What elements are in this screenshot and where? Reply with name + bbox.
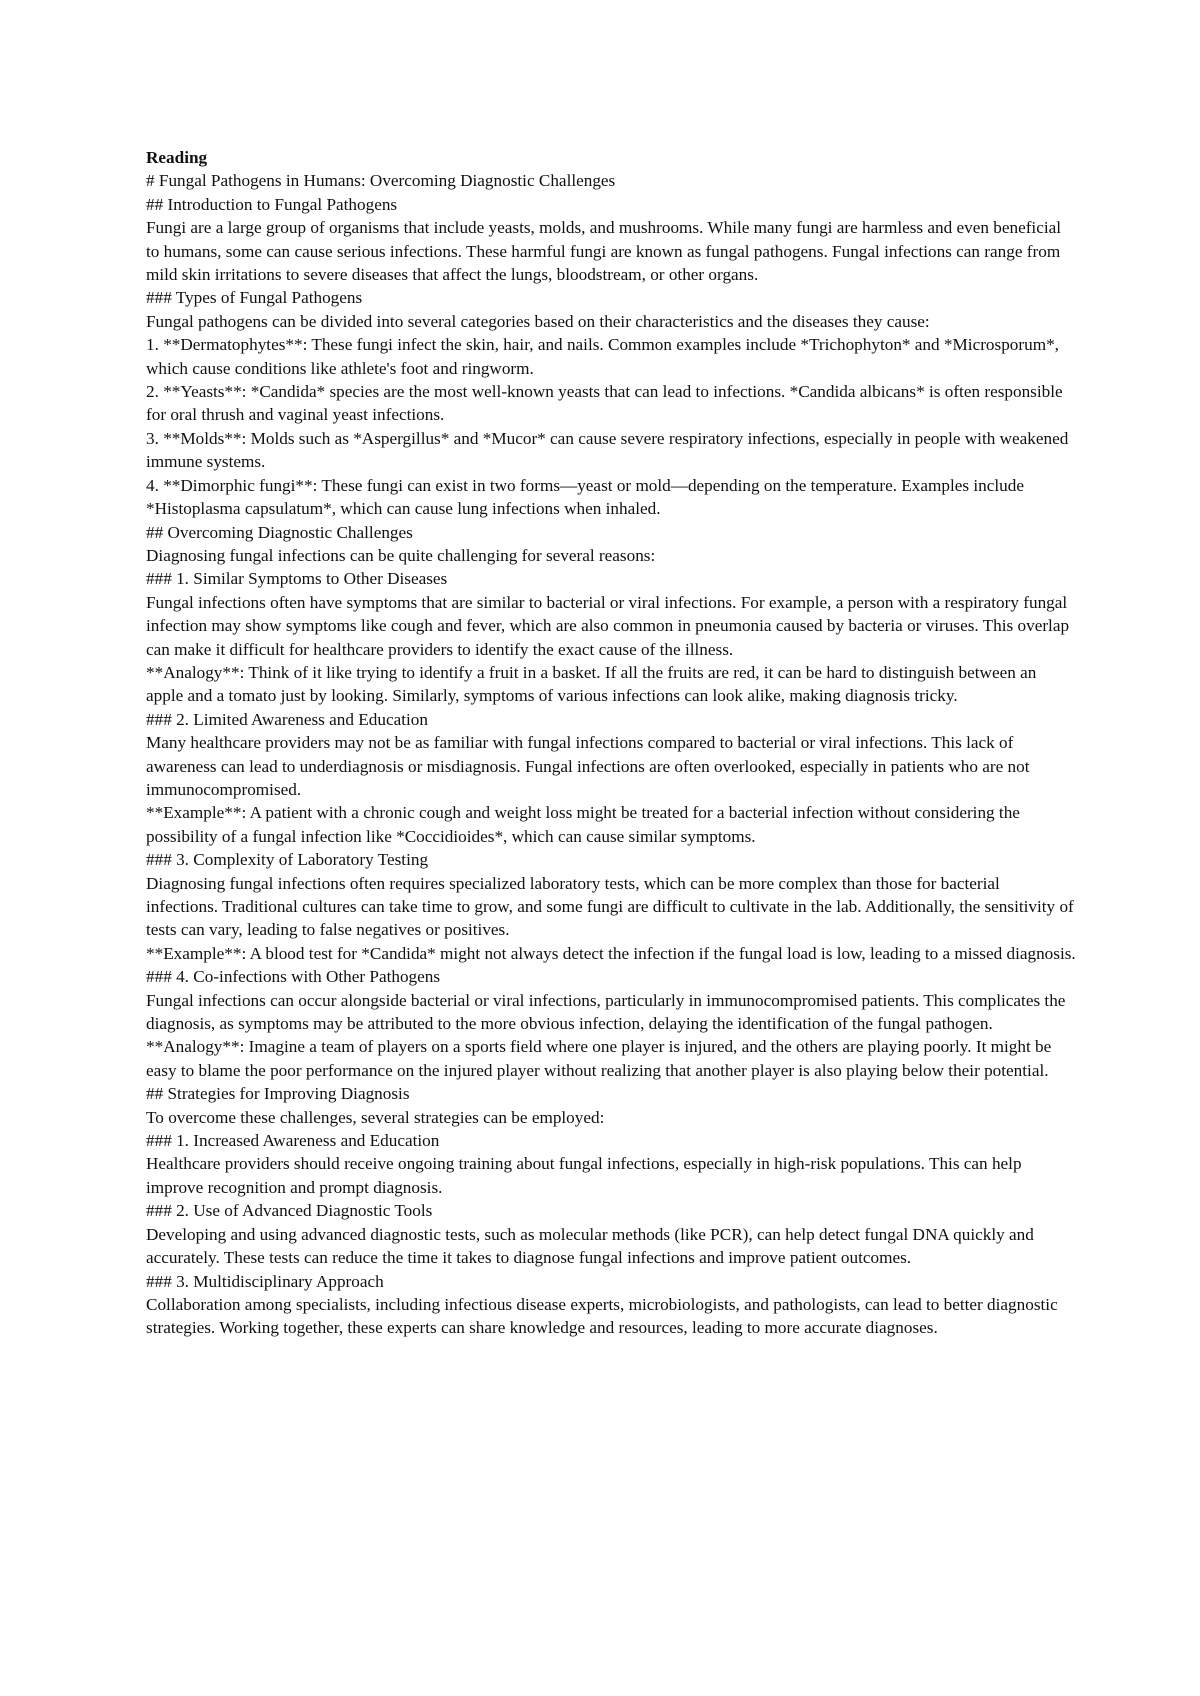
paragraph-strategies-intro: To overcome these challenges, several strategies can be employed: bbox=[146, 1107, 605, 1127]
subsection-heading-similar-symptoms: ### 1. Similar Symptoms to Other Diseases bbox=[146, 569, 448, 589]
paragraph-analogy-fruit: **Analogy**: Think of it like trying to identify a fruit in a basket. If all the fruits are red, it can be hard to distinguish between an apple and a tomato just by looking. Similarly, symptoms of various infections can look alike, making diagnosis tricky. bbox=[146, 662, 1037, 706]
subsection-heading-limited-awareness: ### 2. Limited Awareness and Education bbox=[146, 709, 428, 729]
document-heading: Reading bbox=[146, 148, 208, 167]
subsection-heading-multidisciplinary: ### 3. Multidisciplinary Approach bbox=[146, 1271, 384, 1291]
section-heading-diagnostic-challenges: ## Overcoming Diagnostic Challenges bbox=[146, 522, 413, 542]
paragraph-multidisciplinary: Collaboration among specialists, including infectious disease experts, microbiologists, and pathologists, can lead to better diagnostic strategies. Working together, these experts can share knowledge and resources, leading to more accurate diagnoses. bbox=[146, 1294, 1058, 1338]
paragraph-similar-symptoms: Fungal infections often have symptoms that are similar to bacterial or viral infections. For example, a person with a respiratory fungal infection may show symptoms like cough and fever, which are also common in pneumonia caused by bacteria or viruses. This overlap can make it difficult for healthcare providers to identify the exact cause of the illness. bbox=[146, 592, 1070, 659]
title-line: # Fungal Pathogens in Humans: Overcoming Diagnostic Challenges bbox=[146, 171, 616, 191]
paragraph-example-chronic-cough: **Example**: A patient with a chronic cough and weight loss might be treated for a bacterial infection without considering the possibility of a fungal infection like *Coccidioides*, which can cause similar symptoms. bbox=[146, 803, 1020, 846]
paragraph-co-infections: Fungal infections can occur alongside bacterial or viral infections, particularly in immunocompromised patients. This complicates the diagnosis, as symptoms may be attributed to the more obvious infection, delaying the identification of the fungal pathogen. bbox=[146, 990, 1066, 1034]
section-heading-strategies: ## Strategies for Improving Diagnosis bbox=[146, 1084, 410, 1104]
paragraph-limited-awareness: Many healthcare providers may not be as familiar with fungal infections compared to bacterial or viral infections. This lack of awareness can lead to underdiagnosis or misdiagnosis. Fungal infections are often overlooked, especially in patients who are not immunocompromised. bbox=[146, 733, 1030, 799]
paragraph-types-intro: Fungal pathogens can be divided into several categories based on their characteristics and the diseases they cause: bbox=[146, 311, 930, 331]
section-heading-introduction: ## Introduction to Fungal Pathogens bbox=[146, 194, 398, 214]
paragraph-lab-testing: Diagnosing fungal infections often requires specialized laboratory tests, which can be more complex than those for bacterial infections. Traditional cultures can take time to grow, and some fungi are difficult to cultivate in the lab. Additionally, the sensitivity of tests can vary, leading to false negatives or positives. bbox=[146, 873, 1074, 940]
subsection-heading-increased-awareness: ### 1. Increased Awareness and Education bbox=[146, 1131, 440, 1151]
paragraph-advanced-tools: Developing and using advanced diagnostic tests, such as molecular methods (like PCR), can help detect fungal DNA quickly and accurately. These tests can reduce the time it takes to diagnose fungal infections and improve patient outcomes. bbox=[146, 1224, 1034, 1268]
paragraph-example-blood-test: **Example**: A blood test for *Candida* might not always detect the infection if the fungal load is low, leading to a missed diagnosis. bbox=[146, 943, 1076, 963]
list-item-yeasts: 2. **Yeasts**: *Candida* species are the most well-known yeasts that can lead to infections. *Candida albicans* is often responsible for oral thrush and vaginal yeast infections. bbox=[146, 382, 1063, 425]
paragraph-analogy-sports-team: **Analogy**: Imagine a team of players on a sports field where one player is injured, and the others are playing poorly. It might be easy to blame the poor performance on the injured player without realizing that another player is also playing below their potential. bbox=[146, 1037, 1052, 1080]
subsection-heading-lab-testing: ### 3. Complexity of Laboratory Testing bbox=[146, 850, 429, 870]
list-item-molds: 3. **Molds**: Molds such as *Aspergillus* and *Mucor* can cause severe respiratory infections, especially in people with weakened immune systems. bbox=[146, 428, 1069, 472]
subsection-heading-advanced-tools: ### 2. Use of Advanced Diagnostic Tools bbox=[146, 1201, 433, 1221]
paragraph-introduction: Fungi are a large group of organisms that include yeasts, molds, and mushrooms. While many fungi are harmless and even beneficial to humans, some can cause serious infections. These harmful fungi are known as fungal pathogens. Fungal infections can range from mild skin irritations to severe diseases that affect the lungs, bloodstream, or other organs. bbox=[146, 218, 1062, 285]
paragraph-challenges-intro: Diagnosing fungal infections can be quite challenging for several reasons: bbox=[146, 545, 656, 565]
paragraph-increased-awareness: Healthcare providers should receive ongoing training about fungal infections, especially in high-risk populations. This can help improve recognition and prompt diagnosis. bbox=[146, 1154, 1022, 1197]
document-page bbox=[146, 146, 1076, 1340]
subsection-heading-types: ### Types of Fungal Pathogens bbox=[146, 288, 363, 308]
list-item-dermatophytes: 1. **Dermatophytes**: These fungi infect the skin, hair, and nails. Common examples include *Trichophyton* and *Microsporum*, which cause conditions like athlete's foot and ringworm. bbox=[146, 335, 1059, 378]
list-item-dimorphic-fungi: 4. **Dimorphic fungi**: These fungi can exist in two forms—yeast or mold—depending on the temperature. Examples include *Histoplasma capsulatum*, which can cause lung infections when inhaled. bbox=[146, 475, 1024, 519]
subsection-heading-co-infections: ### 4. Co-infections with Other Pathogens bbox=[146, 967, 441, 987]
